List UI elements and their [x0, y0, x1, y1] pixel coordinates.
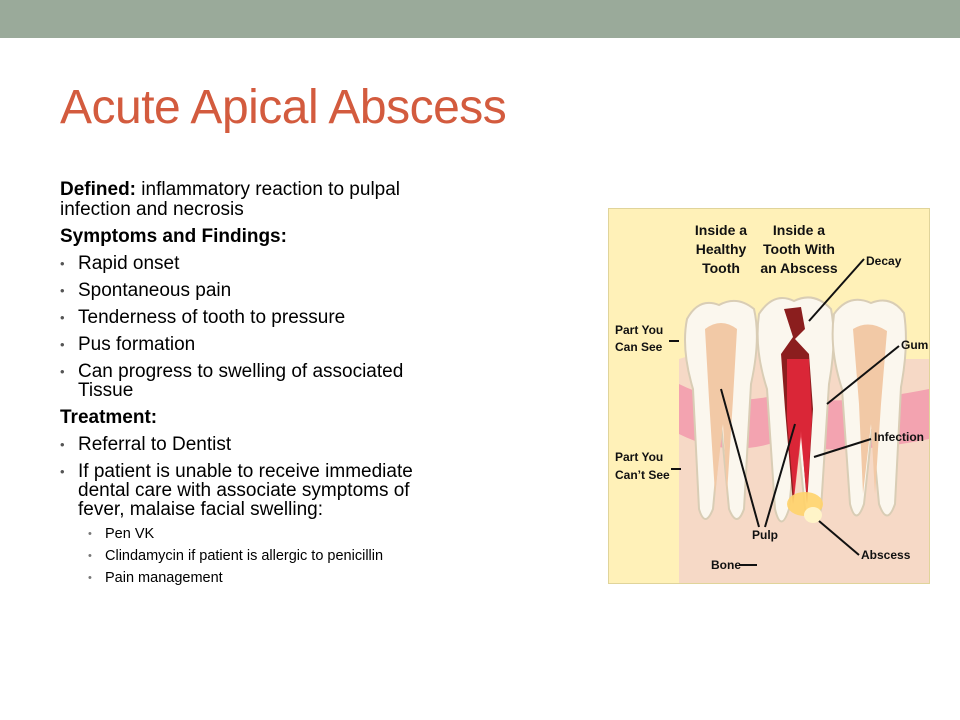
slide-title: Acute Apical Abscess: [60, 81, 507, 134]
symptoms-heading: Symptoms and Findings:: [60, 226, 287, 247]
abscess-title-3: an Abscess: [760, 260, 838, 276]
cant-see-label-1: Part You: [615, 450, 664, 464]
treatment-item: • If patient is unable to receive immediate dental care with associate symptoms of fever, malaise facial swelling:: [60, 462, 460, 519]
abscess-core: [804, 507, 822, 523]
treatment-subitem: • Clindamycin if patient is allergic to penicillin: [60, 549, 460, 564]
treatment-heading: Treatment:: [60, 407, 158, 428]
treatment-item: • Referral to Dentist: [60, 435, 460, 454]
top-accent-bar: [0, 0, 960, 38]
tooth-abscess-illustration: [608, 208, 930, 584]
symptom-item: • Pus formation: [60, 335, 460, 354]
gum-label: Gum: [901, 338, 929, 352]
bone-label: Bone: [711, 558, 741, 572]
treatment-subitem: • Pain management: [60, 571, 460, 586]
healthy-title-1: Inside a: [694, 222, 748, 238]
cant-see-label-2: Can’t See: [615, 468, 670, 482]
abscess-title-1: Inside a: [772, 222, 826, 238]
infection-label: Infection: [874, 430, 924, 444]
healthy-title-3: Tooth: [702, 260, 740, 276]
symptom-item: • Can progress to swelling of associated Tissue: [60, 362, 460, 400]
symptom-item: • Tenderness of tooth to pressure: [60, 308, 460, 327]
treatment-subitem: • Pen VK: [60, 527, 460, 542]
abscess-label: Abscess: [861, 548, 911, 562]
defined-label: Defined:: [60, 179, 136, 200]
healthy-title-2: Healthy: [695, 241, 747, 257]
abscess-title-2: Tooth With: [763, 241, 835, 257]
pulp-label: Pulp: [752, 528, 778, 542]
decay-label: Decay: [866, 254, 902, 268]
symptom-item: • Spontaneous pain: [60, 281, 460, 300]
slide-body: [60, 180, 460, 593]
symptom-item: • Rapid onset: [60, 254, 460, 273]
see-label-2: Can See: [615, 340, 663, 354]
defined-text: inflammatory reaction to pulpal infection and necrosis: [60, 179, 401, 220]
see-label-1: Part You: [615, 323, 664, 337]
definition: [60, 180, 460, 220]
tooth-diagram-svg: [609, 209, 929, 583]
